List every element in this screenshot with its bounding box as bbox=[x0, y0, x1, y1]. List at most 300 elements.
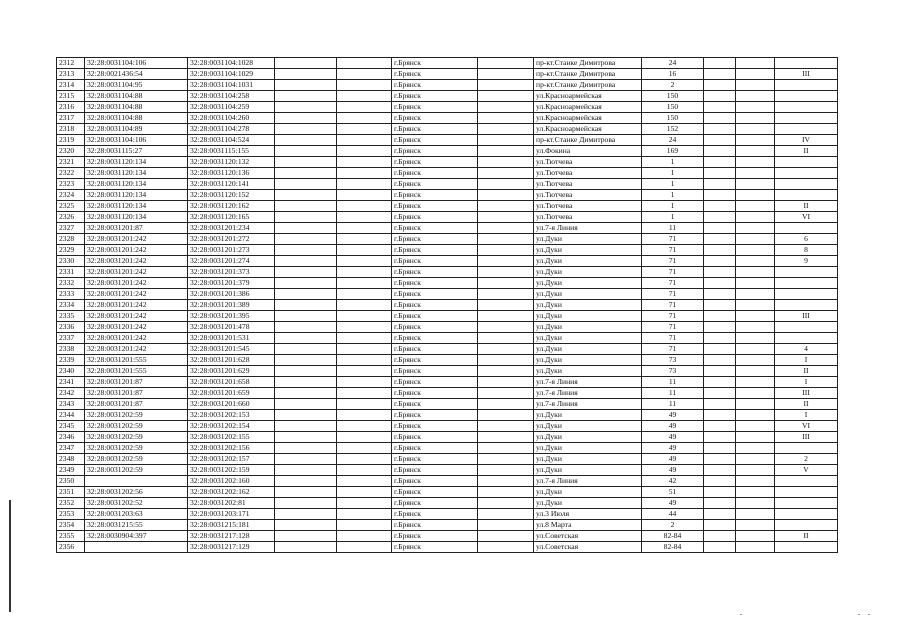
object-cadastral-number-cell: 32:28:0031201:660 bbox=[188, 399, 275, 410]
row-number-cell: 2339 bbox=[57, 355, 85, 366]
street-cell: ул.Дуки bbox=[534, 432, 642, 443]
row-number-cell: 2353 bbox=[57, 509, 85, 520]
premises-number-cell bbox=[775, 520, 838, 531]
empty-col-7-cell bbox=[478, 157, 534, 168]
parcel-cadastral-number-cell: 32:28:0031202:59 bbox=[85, 443, 188, 454]
city-cell: г.Брянск bbox=[392, 531, 478, 542]
object-cadastral-number-cell: 32:28:0031203:171 bbox=[188, 509, 275, 520]
empty-col-10-cell bbox=[704, 333, 736, 344]
empty-col-5-cell bbox=[337, 454, 392, 465]
premises-number-cell: II bbox=[775, 201, 838, 212]
parcel-cadastral-number-cell: 32:28:0031201:242 bbox=[85, 245, 188, 256]
row-number-cell: 2322 bbox=[57, 168, 85, 179]
row-number-cell: 2355 bbox=[57, 531, 85, 542]
empty-col-11-cell bbox=[736, 168, 775, 179]
object-cadastral-number-cell: 32:28:0031215:181 bbox=[188, 520, 275, 531]
object-cadastral-number-cell: 32:28:0031115:155 bbox=[188, 146, 275, 157]
object-cadastral-number-cell: 32:28:0031120:152 bbox=[188, 190, 275, 201]
empty-col-4-cell bbox=[275, 267, 337, 278]
premises-number-cell bbox=[775, 113, 838, 124]
object-cadastral-number-cell: 32:28:0031202:154 bbox=[188, 421, 275, 432]
house-number-cell: 49 bbox=[642, 410, 704, 421]
table-row bbox=[57, 300, 838, 311]
empty-col-7-cell bbox=[478, 168, 534, 179]
row-number-cell: 2328 bbox=[57, 234, 85, 245]
empty-col-7-cell bbox=[478, 278, 534, 289]
table-row bbox=[57, 366, 838, 377]
street-cell: ул.Дуки bbox=[534, 465, 642, 476]
house-number-cell: 11 bbox=[642, 377, 704, 388]
table-row bbox=[57, 465, 838, 476]
table-row bbox=[57, 124, 838, 135]
empty-col-5-cell bbox=[337, 487, 392, 498]
empty-col-10-cell bbox=[704, 58, 736, 69]
empty-col-5-cell bbox=[337, 113, 392, 124]
table-row bbox=[57, 179, 838, 190]
street-cell: ул.Дуки bbox=[534, 289, 642, 300]
empty-col-7-cell bbox=[478, 388, 534, 399]
parcel-cadastral-number-cell: 32:28:0031104:106 bbox=[85, 135, 188, 146]
object-cadastral-number-cell: 32:28:0031201:545 bbox=[188, 344, 275, 355]
empty-col-10-cell bbox=[704, 498, 736, 509]
empty-col-4-cell bbox=[275, 80, 337, 91]
empty-col-11-cell bbox=[736, 399, 775, 410]
city-cell: г.Брянск bbox=[392, 234, 478, 245]
object-cadastral-number-cell: 32:28:0031201:389 bbox=[188, 300, 275, 311]
premises-number-cell bbox=[775, 509, 838, 520]
premises-number-cell: III bbox=[775, 69, 838, 80]
city-cell: г.Брянск bbox=[392, 102, 478, 113]
house-number-cell: 71 bbox=[642, 256, 704, 267]
object-cadastral-number-cell: 32:28:0031202:157 bbox=[188, 454, 275, 465]
premises-number-cell: II bbox=[775, 399, 838, 410]
empty-col-11-cell bbox=[736, 509, 775, 520]
empty-col-11-cell bbox=[736, 212, 775, 223]
street-cell: ул.7-я Линия bbox=[534, 476, 642, 487]
empty-col-5-cell bbox=[337, 542, 392, 553]
street-cell: ул.7-я Линия bbox=[534, 223, 642, 234]
table-row bbox=[57, 410, 838, 421]
empty-col-10-cell bbox=[704, 69, 736, 80]
empty-col-10-cell bbox=[704, 509, 736, 520]
empty-col-11-cell bbox=[736, 498, 775, 509]
parcel-cadastral-number-cell: 32:28:0031104:88 bbox=[85, 113, 188, 124]
row-number-cell: 2325 bbox=[57, 201, 85, 212]
empty-col-4-cell bbox=[275, 509, 337, 520]
table-row bbox=[57, 476, 838, 487]
premises-number-cell: III bbox=[775, 388, 838, 399]
house-number-cell: 150 bbox=[642, 91, 704, 102]
empty-col-10-cell bbox=[704, 520, 736, 531]
empty-col-4-cell bbox=[275, 410, 337, 421]
row-number-cell: 2316 bbox=[57, 102, 85, 113]
street-cell: ул.8 Марта bbox=[534, 520, 642, 531]
empty-col-11-cell bbox=[736, 256, 775, 267]
premises-number-cell bbox=[775, 91, 838, 102]
empty-col-4-cell bbox=[275, 322, 337, 333]
premises-number-cell bbox=[775, 333, 838, 344]
row-number-cell: 2351 bbox=[57, 487, 85, 498]
city-cell: г.Брянск bbox=[392, 124, 478, 135]
table-row bbox=[57, 113, 838, 124]
parcel-cadastral-number-cell: 32:28:0031202:59 bbox=[85, 432, 188, 443]
object-cadastral-number-cell: 32:28:0031104:1028 bbox=[188, 58, 275, 69]
house-number-cell: 71 bbox=[642, 322, 704, 333]
row-number-cell: 2347 bbox=[57, 443, 85, 454]
empty-col-4-cell bbox=[275, 179, 337, 190]
house-number-cell: 73 bbox=[642, 355, 704, 366]
street-cell: ул.7-я Линия bbox=[534, 377, 642, 388]
object-cadastral-number-cell: 32:28:0031201:629 bbox=[188, 366, 275, 377]
city-cell: г.Брянск bbox=[392, 179, 478, 190]
house-number-cell: 11 bbox=[642, 223, 704, 234]
scan-speck bbox=[868, 614, 870, 615]
object-cadastral-number-cell: 32:28:0031120:136 bbox=[188, 168, 275, 179]
object-cadastral-number-cell: 32:28:0031202:153 bbox=[188, 410, 275, 421]
empty-col-4-cell bbox=[275, 333, 337, 344]
empty-col-11-cell bbox=[736, 476, 775, 487]
empty-col-11-cell bbox=[736, 190, 775, 201]
premises-number-cell: 6 bbox=[775, 234, 838, 245]
house-number-cell: 2 bbox=[642, 520, 704, 531]
house-number-cell: 169 bbox=[642, 146, 704, 157]
street-cell: ул.Красноармейская bbox=[534, 124, 642, 135]
city-cell: г.Брянск bbox=[392, 168, 478, 179]
empty-col-10-cell bbox=[704, 421, 736, 432]
parcel-cadastral-number-cell: 32:28:0031120:134 bbox=[85, 179, 188, 190]
table-row bbox=[57, 454, 838, 465]
table-row bbox=[57, 223, 838, 234]
row-number-cell: 2343 bbox=[57, 399, 85, 410]
parcel-cadastral-number-cell bbox=[85, 476, 188, 487]
row-number-cell: 2321 bbox=[57, 157, 85, 168]
empty-col-4-cell bbox=[275, 245, 337, 256]
table-row bbox=[57, 278, 838, 289]
row-number-cell: 2348 bbox=[57, 454, 85, 465]
parcel-cadastral-number-cell: 32:28:0031202:52 bbox=[85, 498, 188, 509]
empty-col-5-cell bbox=[337, 69, 392, 80]
empty-col-4-cell bbox=[275, 399, 337, 410]
row-number-cell: 2346 bbox=[57, 432, 85, 443]
empty-col-5-cell bbox=[337, 179, 392, 190]
empty-col-5-cell bbox=[337, 399, 392, 410]
empty-col-11-cell bbox=[736, 531, 775, 542]
city-cell: г.Брянск bbox=[392, 278, 478, 289]
premises-number-cell bbox=[775, 80, 838, 91]
row-number-cell: 2342 bbox=[57, 388, 85, 399]
empty-col-10-cell bbox=[704, 278, 736, 289]
premises-number-cell: 8 bbox=[775, 245, 838, 256]
house-number-cell: 44 bbox=[642, 509, 704, 520]
table-row bbox=[57, 333, 838, 344]
premises-number-cell: I bbox=[775, 377, 838, 388]
empty-col-4-cell bbox=[275, 234, 337, 245]
empty-col-10-cell bbox=[704, 432, 736, 443]
empty-col-10-cell bbox=[704, 234, 736, 245]
house-number-cell: 24 bbox=[642, 135, 704, 146]
empty-col-11-cell bbox=[736, 278, 775, 289]
empty-col-5-cell bbox=[337, 465, 392, 476]
house-number-cell: 150 bbox=[642, 113, 704, 124]
row-number-cell: 2352 bbox=[57, 498, 85, 509]
empty-col-11-cell bbox=[736, 520, 775, 531]
empty-col-5-cell bbox=[337, 410, 392, 421]
empty-col-4-cell bbox=[275, 124, 337, 135]
street-cell: ул.Советская bbox=[534, 531, 642, 542]
parcel-cadastral-number-cell: 32:28:0031202:59 bbox=[85, 465, 188, 476]
premises-number-cell: II bbox=[775, 146, 838, 157]
empty-col-5-cell bbox=[337, 256, 392, 267]
street-cell: ул.Дуки bbox=[534, 311, 642, 322]
empty-col-4-cell bbox=[275, 542, 337, 553]
parcel-cadastral-number-cell: 32:28:0031201:242 bbox=[85, 300, 188, 311]
empty-col-10-cell bbox=[704, 366, 736, 377]
city-cell: г.Брянск bbox=[392, 201, 478, 212]
street-cell: ул.Красноармейская bbox=[534, 113, 642, 124]
empty-col-10-cell bbox=[704, 157, 736, 168]
empty-col-11-cell bbox=[736, 366, 775, 377]
street-cell: ул.Дуки bbox=[534, 333, 642, 344]
object-cadastral-number-cell: 32:28:0031217:128 bbox=[188, 531, 275, 542]
empty-col-5-cell bbox=[337, 278, 392, 289]
empty-col-10-cell bbox=[704, 476, 736, 487]
scan-speck bbox=[858, 614, 860, 615]
empty-col-4-cell bbox=[275, 289, 337, 300]
parcel-cadastral-number-cell: 32:28:0031201:87 bbox=[85, 377, 188, 388]
street-cell: ул.Дуки bbox=[534, 278, 642, 289]
empty-col-4-cell bbox=[275, 223, 337, 234]
premises-number-cell: VI bbox=[775, 212, 838, 223]
empty-col-11-cell bbox=[736, 113, 775, 124]
empty-col-7-cell bbox=[478, 531, 534, 542]
empty-col-5-cell bbox=[337, 344, 392, 355]
object-cadastral-number-cell: 32:28:0031201:272 bbox=[188, 234, 275, 245]
empty-col-10-cell bbox=[704, 300, 736, 311]
empty-col-5-cell bbox=[337, 201, 392, 212]
empty-col-4-cell bbox=[275, 531, 337, 542]
city-cell: г.Брянск bbox=[392, 135, 478, 146]
table-row bbox=[57, 399, 838, 410]
city-cell: г.Брянск bbox=[392, 190, 478, 201]
empty-col-4-cell bbox=[275, 113, 337, 124]
empty-col-10-cell bbox=[704, 223, 736, 234]
parcel-cadastral-number-cell: 32:28:0031104:106 bbox=[85, 58, 188, 69]
house-number-cell: 49 bbox=[642, 454, 704, 465]
empty-col-4-cell bbox=[275, 146, 337, 157]
street-cell: ул.Дуки bbox=[534, 267, 642, 278]
city-cell: г.Брянск bbox=[392, 509, 478, 520]
scan-margin-mark bbox=[9, 500, 11, 612]
street-cell: ул.Дуки bbox=[534, 443, 642, 454]
row-number-cell: 2327 bbox=[57, 223, 85, 234]
object-cadastral-number-cell: 32:28:0031201:386 bbox=[188, 289, 275, 300]
premises-number-cell: V bbox=[775, 465, 838, 476]
empty-col-5-cell bbox=[337, 245, 392, 256]
empty-col-5-cell bbox=[337, 476, 392, 487]
premises-number-cell bbox=[775, 157, 838, 168]
empty-col-11-cell bbox=[736, 344, 775, 355]
empty-col-11-cell bbox=[736, 102, 775, 113]
premises-number-cell bbox=[775, 300, 838, 311]
premises-number-cell: II bbox=[775, 366, 838, 377]
premises-number-cell: 9 bbox=[775, 256, 838, 267]
city-cell: г.Брянск bbox=[392, 212, 478, 223]
parcel-cadastral-number-cell: 32:28:0031201:87 bbox=[85, 388, 188, 399]
object-cadastral-number-cell: 32:28:0031202:81 bbox=[188, 498, 275, 509]
city-cell: г.Брянск bbox=[392, 146, 478, 157]
premises-number-cell: 4 bbox=[775, 344, 838, 355]
house-number-cell: 49 bbox=[642, 421, 704, 432]
parcel-cadastral-number-cell: 32:28:0031202:56 bbox=[85, 487, 188, 498]
empty-col-10-cell bbox=[704, 487, 736, 498]
empty-col-11-cell bbox=[736, 80, 775, 91]
empty-col-5-cell bbox=[337, 135, 392, 146]
parcel-cadastral-number-cell: 32:28:0031104:88 bbox=[85, 91, 188, 102]
street-cell: ул.Тютчева bbox=[534, 201, 642, 212]
empty-col-5-cell bbox=[337, 432, 392, 443]
empty-col-10-cell bbox=[704, 377, 736, 388]
empty-col-11-cell bbox=[736, 201, 775, 212]
street-cell: ул.Дуки bbox=[534, 300, 642, 311]
empty-col-5-cell bbox=[337, 355, 392, 366]
house-number-cell: 1 bbox=[642, 201, 704, 212]
city-cell: г.Брянск bbox=[392, 355, 478, 366]
object-cadastral-number-cell: 32:28:0031104:278 bbox=[188, 124, 275, 135]
empty-col-11-cell bbox=[736, 542, 775, 553]
table-row bbox=[57, 377, 838, 388]
empty-col-11-cell bbox=[736, 355, 775, 366]
object-cadastral-number-cell: 32:28:0031201:395 bbox=[188, 311, 275, 322]
empty-col-4-cell bbox=[275, 454, 337, 465]
empty-col-4-cell bbox=[275, 168, 337, 179]
city-cell: г.Брянск bbox=[392, 300, 478, 311]
empty-col-11-cell bbox=[736, 157, 775, 168]
empty-col-4-cell bbox=[275, 421, 337, 432]
object-cadastral-number-cell: 32:28:0031201:234 bbox=[188, 223, 275, 234]
table-row bbox=[57, 267, 838, 278]
empty-col-4-cell bbox=[275, 69, 337, 80]
empty-col-11-cell bbox=[736, 300, 775, 311]
empty-col-10-cell bbox=[704, 322, 736, 333]
premises-number-cell: II bbox=[775, 531, 838, 542]
street-cell: ул.Тютчева bbox=[534, 190, 642, 201]
city-cell: г.Брянск bbox=[392, 454, 478, 465]
row-number-cell: 2335 bbox=[57, 311, 85, 322]
house-number-cell: 1 bbox=[642, 168, 704, 179]
parcel-cadastral-number-cell: 32:28:0031201:87 bbox=[85, 223, 188, 234]
empty-col-11-cell bbox=[736, 124, 775, 135]
object-cadastral-number-cell: 32:28:0031202:156 bbox=[188, 443, 275, 454]
empty-col-7-cell bbox=[478, 487, 534, 498]
empty-col-4-cell bbox=[275, 190, 337, 201]
empty-col-11-cell bbox=[736, 146, 775, 157]
empty-col-10-cell bbox=[704, 124, 736, 135]
city-cell: г.Брянск bbox=[392, 520, 478, 531]
empty-col-10-cell bbox=[704, 212, 736, 223]
empty-col-7-cell bbox=[478, 267, 534, 278]
premises-number-cell: I bbox=[775, 410, 838, 421]
object-cadastral-number-cell: 32:28:0031104:524 bbox=[188, 135, 275, 146]
object-cadastral-number-cell: 32:28:0031201:478 bbox=[188, 322, 275, 333]
row-number-cell: 2356 bbox=[57, 542, 85, 553]
city-cell: г.Брянск bbox=[392, 476, 478, 487]
empty-col-5-cell bbox=[337, 168, 392, 179]
table-row bbox=[57, 102, 838, 113]
parcel-cadastral-number-cell: 32:28:0031104:89 bbox=[85, 124, 188, 135]
empty-col-11-cell bbox=[736, 179, 775, 190]
street-cell: ул.Дуки bbox=[534, 421, 642, 432]
empty-col-5-cell bbox=[337, 531, 392, 542]
empty-col-5-cell bbox=[337, 377, 392, 388]
parcel-cadastral-number-cell: 32:28:0031201:242 bbox=[85, 322, 188, 333]
object-cadastral-number-cell: 32:28:0031201:274 bbox=[188, 256, 275, 267]
premises-number-cell: I bbox=[775, 355, 838, 366]
street-cell: ул.Дуки bbox=[534, 322, 642, 333]
parcel-cadastral-number-cell: 32:28:0031201:242 bbox=[85, 267, 188, 278]
empty-col-4-cell bbox=[275, 432, 337, 443]
house-number-cell: 71 bbox=[642, 267, 704, 278]
empty-col-10-cell bbox=[704, 311, 736, 322]
empty-col-10-cell bbox=[704, 146, 736, 157]
empty-col-5-cell bbox=[337, 520, 392, 531]
parcel-cadastral-number-cell: 32:28:0031201:242 bbox=[85, 256, 188, 267]
city-cell: г.Брянск bbox=[392, 80, 478, 91]
parcel-cadastral-number-cell: 32:28:0031201:242 bbox=[85, 234, 188, 245]
house-number-cell: 71 bbox=[642, 234, 704, 245]
empty-col-4-cell bbox=[275, 344, 337, 355]
city-cell: г.Брянск bbox=[392, 245, 478, 256]
premises-number-cell bbox=[775, 443, 838, 454]
empty-col-5-cell bbox=[337, 212, 392, 223]
parcel-cadastral-number-cell: 32:28:0031201:242 bbox=[85, 311, 188, 322]
empty-col-7-cell bbox=[478, 333, 534, 344]
empty-col-10-cell bbox=[704, 190, 736, 201]
house-number-cell: 51 bbox=[642, 487, 704, 498]
empty-col-7-cell bbox=[478, 256, 534, 267]
premises-number-cell: VI bbox=[775, 421, 838, 432]
house-number-cell: 82-84 bbox=[642, 542, 704, 553]
empty-col-5-cell bbox=[337, 146, 392, 157]
table-row bbox=[57, 80, 838, 91]
table-row bbox=[57, 234, 838, 245]
empty-col-5-cell bbox=[337, 366, 392, 377]
empty-col-4-cell bbox=[275, 311, 337, 322]
empty-col-10-cell bbox=[704, 399, 736, 410]
parcel-cadastral-number-cell: 32:28:0031201:242 bbox=[85, 289, 188, 300]
city-cell: г.Брянск bbox=[392, 542, 478, 553]
street-cell: ул.Дуки bbox=[534, 454, 642, 465]
object-cadastral-number-cell: 32:28:0031120:165 bbox=[188, 212, 275, 223]
empty-col-7-cell bbox=[478, 80, 534, 91]
empty-col-10-cell bbox=[704, 289, 736, 300]
object-cadastral-number-cell: 32:28:0031201:659 bbox=[188, 388, 275, 399]
empty-col-4-cell bbox=[275, 388, 337, 399]
row-number-cell: 2326 bbox=[57, 212, 85, 223]
parcel-cadastral-number-cell: 32:28:0031120:134 bbox=[85, 157, 188, 168]
object-cadastral-number-cell: 32:28:0031217:129 bbox=[188, 542, 275, 553]
parcel-cadastral-number-cell: 32:28:0031201:555 bbox=[85, 355, 188, 366]
table-row bbox=[57, 146, 838, 157]
empty-col-4-cell bbox=[275, 58, 337, 69]
empty-col-4-cell bbox=[275, 157, 337, 168]
empty-col-7-cell bbox=[478, 234, 534, 245]
row-number-cell: 2330 bbox=[57, 256, 85, 267]
house-number-cell: 71 bbox=[642, 311, 704, 322]
street-cell: ул.Дуки bbox=[534, 355, 642, 366]
empty-col-5-cell bbox=[337, 322, 392, 333]
empty-col-7-cell bbox=[478, 344, 534, 355]
house-number-cell: 49 bbox=[642, 443, 704, 454]
